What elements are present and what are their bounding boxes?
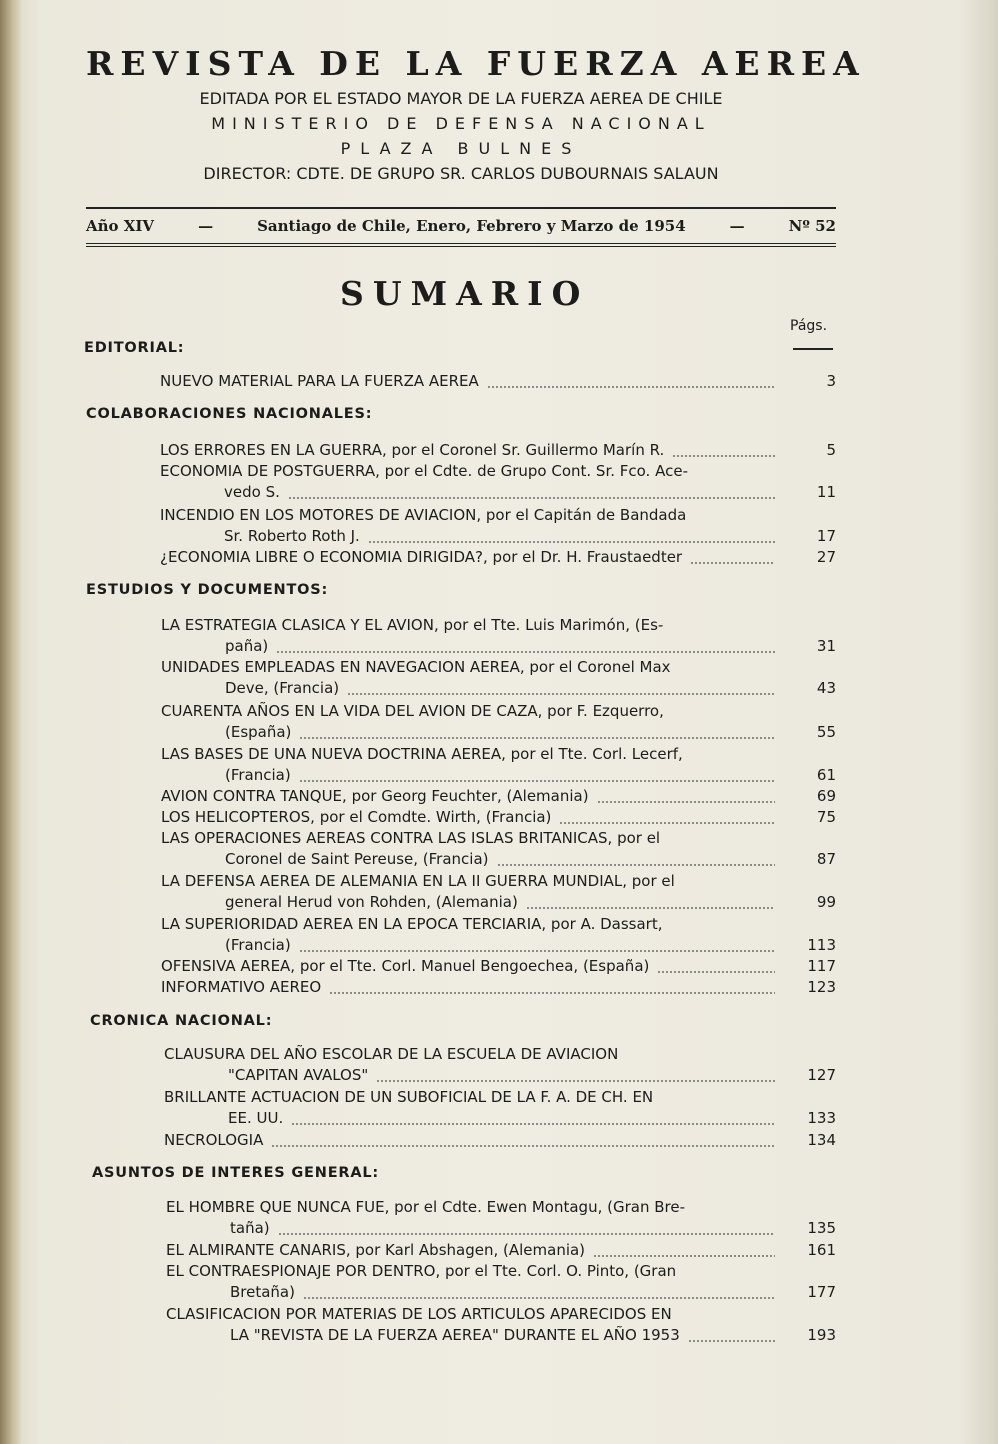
section-title: ASUNTOS DE INTERES GENERAL: (92, 1165, 380, 1181)
entry-page-number: 87 (816, 850, 836, 868)
entry-title-continuation (230, 1326, 680, 1344)
entry-text: CUARENTA AÑOS EN LA VIDA DEL AVION DE CAZA, por F. Ezquerro, (161, 702, 664, 720)
entry-text: EE. UU. (228, 1109, 284, 1127)
entry-title-continuation (228, 1066, 368, 1084)
leader-dots (672, 455, 775, 457)
leader-dots (291, 1123, 775, 1125)
entry-title (160, 441, 664, 459)
entry-title-continuation (224, 527, 360, 545)
entry-text: NECROLOGIA (164, 1131, 264, 1149)
entry-title-continuation (225, 723, 291, 741)
section-title: EDITORIAL: (84, 340, 185, 356)
entry-title-continuation (225, 637, 268, 655)
leader-dots (329, 992, 775, 994)
leader-dots (597, 801, 775, 803)
entry-page-number: 11 (816, 483, 836, 501)
issue-number: Nº 52 (788, 217, 836, 235)
entry-title (164, 1045, 618, 1063)
entry-page-number: 61 (816, 766, 836, 784)
entry-title (161, 978, 321, 996)
leader-dots (271, 1145, 775, 1147)
entry-text: Sr. Roberto Roth J. (224, 527, 360, 545)
entry-title (161, 915, 662, 933)
entry-title-continuation (225, 679, 339, 697)
entry-page-number: 3 (826, 372, 836, 390)
entry-page-number: 113 (807, 936, 836, 954)
leader-dots (278, 1233, 775, 1235)
leader-dots (559, 822, 775, 824)
entry-page-number: 99 (816, 893, 836, 911)
entry-title (161, 829, 660, 847)
entry-title (166, 1262, 676, 1280)
issue-bar (86, 217, 836, 235)
entry-title-continuation (225, 893, 518, 911)
entry-text: BRILLANTE ACTUACION DE UN SUBOFICIAL DE LA F. A. DE CH. EN (164, 1088, 654, 1106)
entry-text: AVION CONTRA TANQUE, por Georg Feuchter, (Alemania) (161, 787, 589, 805)
entry-title (160, 506, 686, 524)
contents-heading: SUMARIO (340, 274, 590, 313)
leader-dots (368, 541, 775, 543)
entry-text: LOS HELICOPTEROS, por el Comdte. Wirth, (Francia) (161, 808, 552, 826)
ministry-line: MINISTERIO DE DEFENSA NACIONAL (211, 114, 711, 133)
entry-title-continuation (230, 1283, 295, 1301)
leader-dots (347, 693, 775, 695)
leader-dots (690, 562, 775, 564)
entry-title (160, 548, 682, 566)
pages-column-label: Págs. (790, 318, 828, 334)
entry-text: INFORMATIVO AEREO (161, 978, 322, 996)
entry-title-continuation (225, 850, 489, 868)
entry-text: UNIDADES EMPLEADAS EN NAVEGACION AEREA, por el Coronel Max (161, 658, 671, 676)
issue-place-date: Santiago de Chile, Enero, Febrero y Marzo de 1954 (257, 217, 686, 235)
entry-title (161, 616, 663, 634)
entry-text: vedo S. (224, 483, 280, 501)
entry-text: OFENSIVA AEREA, por el Tte. Corl. Manuel Bengoechea, (España) (161, 957, 650, 975)
entry-title (161, 658, 671, 676)
entry-text: LA SUPERIORIDAD AEREA EN LA EPOCA TERCIARIA, por A. Dassart, (161, 915, 663, 933)
section-title: ESTUDIOS Y DOCUMENTOS: (86, 582, 329, 598)
publisher-line: EDITADA POR EL ESTADO MAYOR DE LA FUERZA AEREA DE CHILE (199, 89, 723, 108)
magazine-title: REVISTA DE LA FUERZA AEREA (86, 44, 866, 83)
leader-dots (288, 497, 775, 499)
entry-text: "CAPITAN AVALOS" (228, 1066, 369, 1084)
issue-year: Año XIV (86, 217, 155, 235)
entry-page-number: 69 (816, 787, 836, 805)
entry-title-continuation (225, 936, 291, 954)
entry-text: Deve, (Francia) (225, 679, 340, 697)
entry-page-number: 55 (816, 723, 836, 741)
entry-title (166, 1241, 585, 1259)
entry-page-number: 17 (816, 527, 836, 545)
entry-title-continuation (230, 1219, 270, 1237)
entry-text: CLAUSURA DEL AÑO ESCOLAR DE LA ESCUELA DE AVIACION (164, 1045, 619, 1063)
address-line: PLAZA BULNES (340, 139, 582, 158)
entry-title (161, 787, 589, 805)
entry-text: NUEVO MATERIAL PARA LA FUERZA AEREA (160, 372, 479, 390)
entry-title-continuation (224, 483, 280, 501)
entry-text: LA ESTRATEGIA CLASICA Y EL AVION, por el Tte. Luis Marimón, (Es- (161, 616, 664, 634)
section-title: CRONICA NACIONAL: (90, 1013, 273, 1029)
entry-text: CLASIFICACION POR MATERIAS DE LOS ARTICULOS APARECIDOS EN (166, 1305, 672, 1323)
leader-dots (657, 971, 775, 973)
page-binding-edge (0, 0, 22, 1444)
entry-text: (España) (225, 723, 292, 741)
entry-text: INCENDIO EN LOS MOTORES DE AVIACION, por el Capitán de Bandada (160, 506, 687, 524)
leader-dots (688, 1340, 775, 1342)
entry-page-number: 5 (826, 441, 836, 459)
entry-title (164, 1131, 263, 1149)
entry-text: ¿ECONOMIA LIBRE O ECONOMIA DIRIGIDA?, por el Dr. H. Fraustaedter (160, 548, 683, 566)
entry-page-number: 27 (816, 548, 836, 566)
entry-title (161, 745, 683, 763)
entry-title (161, 808, 551, 826)
entry-page-number: 75 (816, 808, 836, 826)
entry-text: paña) (225, 637, 269, 655)
entry-page-number: 43 (816, 679, 836, 697)
entry-page-number: 117 (807, 957, 836, 975)
section-title: COLABORACIONES NACIONALES: (86, 406, 373, 422)
masthead (86, 44, 866, 183)
entry-title (164, 1088, 653, 1106)
leader-dots (376, 1080, 775, 1082)
entry-text: LOS ERRORES EN LA GUERRA, por el Coronel Sr. Guillermo Marín R. (160, 441, 665, 459)
entry-text: LAS OPERACIONES AEREAS CONTRA LAS ISLAS BRITANICAS, por el (161, 829, 661, 847)
entry-title (161, 957, 649, 975)
director-line: DIRECTOR: CDTE. DE GRUPO SR. CARLOS DUBOURNAIS SALAUN (203, 164, 719, 183)
leader-dots (487, 386, 775, 388)
entry-page-number: 133 (807, 1109, 836, 1127)
entry-title-continuation (228, 1109, 283, 1127)
leader-dots (497, 864, 776, 866)
leader-dots (276, 651, 775, 653)
entry-title (160, 372, 479, 390)
entry-text: taña) (230, 1219, 270, 1237)
entry-page-number: 135 (807, 1219, 836, 1237)
entry-page-number: 127 (807, 1066, 836, 1084)
entry-text: Coronel de Saint Pereuse, (Francia) (225, 850, 489, 868)
entry-title (166, 1305, 672, 1323)
issue-dash-1: — (198, 217, 214, 235)
entry-title (161, 872, 675, 890)
entry-title-continuation (225, 766, 291, 784)
divider-bottom (86, 243, 836, 247)
leader-dots (526, 907, 775, 909)
entry-text: Bretaña) (230, 1283, 295, 1301)
entry-text: LA "REVISTA DE LA FUERZA AEREA" DURANTE EL AÑO 1953 (230, 1326, 680, 1344)
entry-page-number: 177 (807, 1283, 836, 1301)
entry-text: EL ALMIRANTE CANARIS, por Karl Abshagen, (Alemania) (166, 1241, 586, 1259)
leader-dots (303, 1297, 775, 1299)
entry-text: LAS BASES DE UNA NUEVA DOCTRINA AEREA, por el Tte. Corl. Lecerf, (161, 745, 683, 763)
leader-dots (593, 1255, 775, 1257)
entry-title (160, 462, 688, 480)
leader-dots (299, 780, 775, 782)
entry-title (161, 702, 664, 720)
entry-page-number: 161 (807, 1241, 836, 1259)
entry-text: (Francia) (225, 766, 291, 784)
issue-dash-2: — (729, 217, 745, 235)
pages-column-rule (793, 348, 833, 350)
entry-text: EL CONTRAESPIONAJE POR DENTRO, por el Tte. Corl. O. Pinto, (Gran (166, 1262, 677, 1280)
entry-page-number: 31 (816, 637, 836, 655)
entry-page-number: 123 (807, 978, 836, 996)
divider-top (86, 207, 836, 209)
entry-text: ECONOMIA DE POSTGUERRA, por el Cdte. de Grupo Cont. Sr. Fco. Ace- (160, 462, 688, 480)
leader-dots (299, 737, 775, 739)
entry-page-number: 193 (807, 1326, 836, 1344)
entry-text: EL HOMBRE QUE NUNCA FUE, por el Cdte. Ewen Montagu, (Gran Bre- (166, 1198, 685, 1216)
entry-text: general Herud von Rohden, (Alemania) (225, 893, 518, 911)
leader-dots (299, 950, 775, 952)
entry-text: (Francia) (225, 936, 291, 954)
entry-title (166, 1198, 685, 1216)
entry-page-number: 134 (807, 1131, 836, 1149)
entry-text: LA DEFENSA AEREA DE ALEMANIA EN LA II GUERRA MUNDIAL, por el (161, 872, 675, 890)
